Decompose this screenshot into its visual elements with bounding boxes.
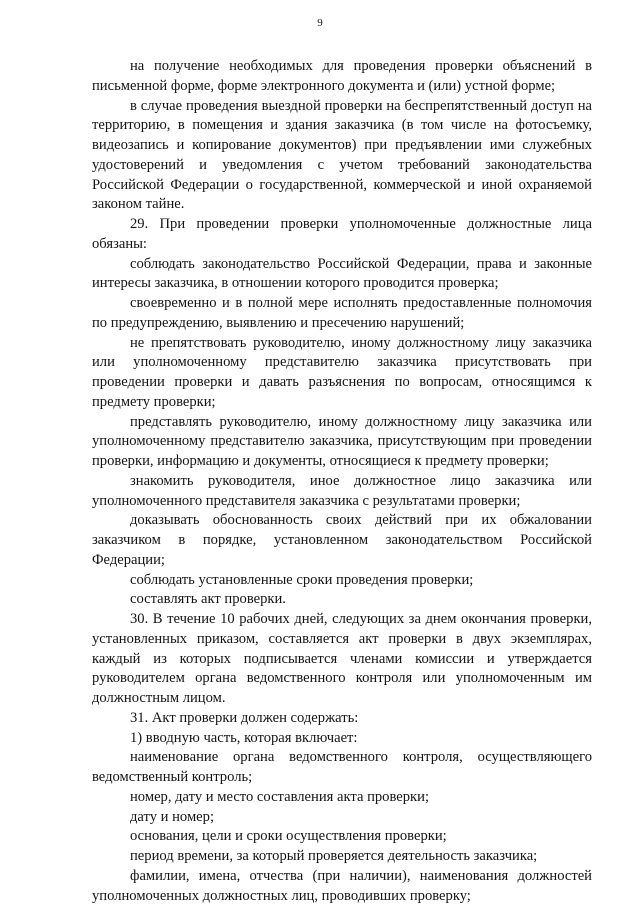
paragraph: соблюдать законодательство Российской Федерации, права и законные интересы заказчика, в отношении которого проводится проверка; <box>92 255 592 292</box>
document-body <box>92 57 592 906</box>
paragraph: основания, цели и сроки осуществления проверки; <box>130 828 447 845</box>
paragraph: составлять акт проверки. <box>130 591 286 608</box>
paragraph: фамилии, имена, отчества (при наличии), наименования должностей уполномоченных должностных лиц, проводивших проверку; <box>92 867 592 904</box>
page-number: 9 <box>317 17 323 29</box>
paragraph: знакомить руководителя, иное должностное лицо заказчика или уполномоченного представителя заказчика с результатами проверки; <box>92 472 592 509</box>
paragraph: доказывать обоснованность своих действий при их обжаловании заказчиком в порядке, установленном законодательством Российской Федерации; <box>92 512 592 568</box>
paragraph: в случае проведения выездной проверки на беспрепятственный доступ на территорию, в помещения и здания заказчика (в том числе на фотосъемку, видеозапись и копирование документов) при предъявлении ими служебных удостоверений и уведомления с учетом требований законодательства Российской Федерации о государственной, коммерческой и иной охраняемой законом тайне. <box>92 97 592 213</box>
paragraph: 29. При проведении проверки уполномоченные должностные лица обязаны: <box>92 216 592 252</box>
paragraph: на получение необходимых для проведения проверки объяснений в письменной форме, форме электронного документа и (или) устной форме; <box>92 58 592 94</box>
paragraph: представлять руководителю, иному должностному лицу заказчика или уполномоченному представителю заказчика, присутствующим при проведении проверки, информацию и документы, относящиеся к предмету проверки; <box>92 413 592 469</box>
paragraph: не препятствовать руководителю, иному должностному лицу заказчика или уполномоченному представителю заказчика присутствовать при проведении проверки и давать разъяснения по вопросам, относящимся к предмету проверки; <box>92 334 592 410</box>
paragraph: период времени, за который проверяется деятельность заказчика; <box>130 848 538 864</box>
paragraph: дату и номер; <box>130 808 215 825</box>
paragraph: своевременно и в полной мере исполнять предоставленные полномочия по предупреждению, выявлению и пресечению нарушений; <box>92 295 592 331</box>
paragraph: 31. Акт проверки должен содержать: <box>130 709 359 726</box>
paragraph: соблюдать установленные сроки проведения проверки; <box>130 571 474 588</box>
paragraph: 30. В течение 10 рабочих дней, следующих за днем окончания проверки, установленных приказом, составляется акт проверки в двух экземплярах, каждый из которых подписывается членами комиссии и утверждается руководителем органа ведомственного контроля или уполномоченным им должностным лицом. <box>92 611 592 706</box>
paragraph: наименование органа ведомственного контроля, осуществляющего ведомственный контроль; <box>92 749 592 785</box>
paragraph: 1) вводную часть, которая включает: <box>130 729 358 746</box>
paragraph: номер, дату и место составления акта проверки; <box>130 788 430 805</box>
